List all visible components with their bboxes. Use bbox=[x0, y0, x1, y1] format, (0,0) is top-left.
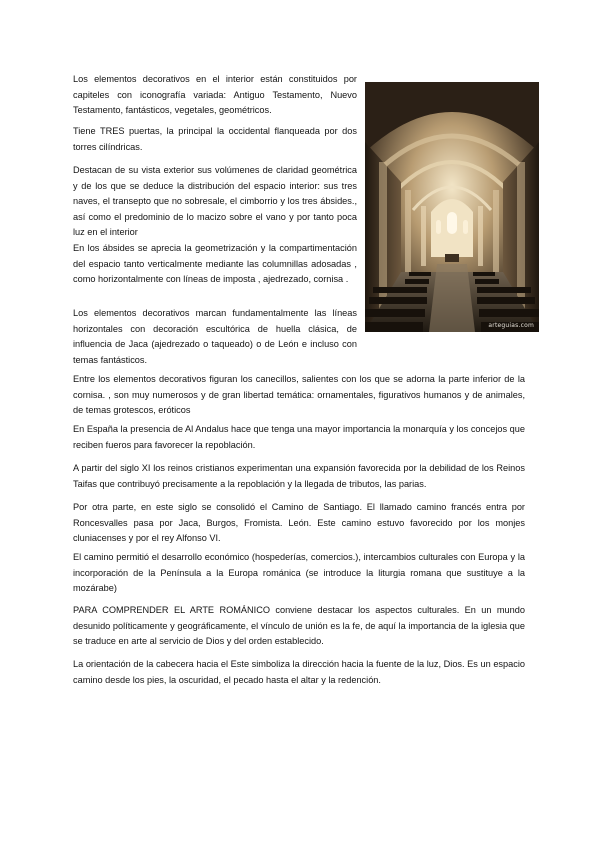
paragraph-camino-santiago: Por otra parte, en este siglo se consolidó el Camino de Santiago. El llamado camino francés entra por Roncesvalles pasa por Jaca, Burgos, Fromista. León. Este camino estuvo favorecido por los monjes cluniacenses y por el rey Alfonso VI. bbox=[73, 502, 525, 544]
paragraph-reinos-cristianos: A partir del siglo XI los reinos cristianos experimentan una expansión favorecida por la debilidad de los Reinos Taifas que contribuyó precisamente a la repoblación y la llegada de tributos, las parias. bbox=[73, 463, 525, 489]
paragraph-desarrollo: El camino permitió el desarrollo económico (hospederías, comercios.), intercambios culturales con Europa y la incorporación de la Península a la Europa románica (se introduce la liturgia romana que sustituye a la mozárabe) bbox=[73, 552, 525, 594]
paragraph-orientacion: La orientación de la cabecera hacia el Este simboliza la dirección hacia la fuente de la luz, Dios. Es un espacio camino desde los pies, la oscuridad, el pecado hasta el altar y la redención. bbox=[73, 659, 525, 685]
photo-credit: arteguias.com bbox=[488, 322, 534, 329]
paragraph-absides: En los ábsides se aprecia la geometrización y la compartimentación del espacio tanto verticalmente mediante las columnillas adosadas , como horizontalmente con líneas de imposta , ajedrezado, cornisa . bbox=[73, 243, 357, 285]
paragraph-al-andalus: En España la presencia de Al Andalus hace que tenga una mayor importancia la monarquía y los concejos que reciben fueros para favorecer la repoblación. bbox=[73, 424, 525, 450]
paragraph-puertas: Tiene TRES puertas, la principal la occidental flanqueada por dos torres cilíndricas. bbox=[73, 126, 357, 152]
paragraph-canecillos: Entre los elementos decorativos figuran los canecillos, salientes con los que se adorna la parte inferior de la cornisa. , son muy numerosos y de gran libertad temática: ornamentales, figurativos humanos y de animales, de temas grotescos, eróticos bbox=[73, 374, 525, 416]
paragraph-lineas-horizontales: Los elementos decorativos marcan fundamentalmente las líneas horizontales con decoración escultórica de huella clásica, de influencia de Jaca (ajedrezado o taqueado) o de León e incluso con temas fantásticos. bbox=[73, 308, 357, 365]
paragraph-capiteles: Los elementos decorativos en el interior están constituidos por capiteles con iconografía variada: Antiguo Testamento, Nuevo Testamento, fantásticos, vegetales, geométricos. bbox=[73, 74, 357, 116]
paragraph-arte-romanico: PARA COMPRENDER EL ARTE ROMÁNICO conviene destacar los aspectos culturales. En un mundo desunido políticamente y geográficamente, el vínculo de unión es la fe, de aquí la importancia de la iglesia que se traduce en arte al servicio de Dios y del orden establecido. bbox=[73, 605, 525, 647]
paragraph-volumenes: Destacan de su vista exterior sus volúmenes de claridad geométrica y de los que se deduce la distribución del espacio interior: sus tres naves, el transepto que no sobresale, el cimborrio y los tres ábsides., así como el predominio de lo macizo sobre el vano y por tanto poca luz en el interior bbox=[73, 165, 357, 238]
church-nave-photo bbox=[365, 82, 539, 332]
